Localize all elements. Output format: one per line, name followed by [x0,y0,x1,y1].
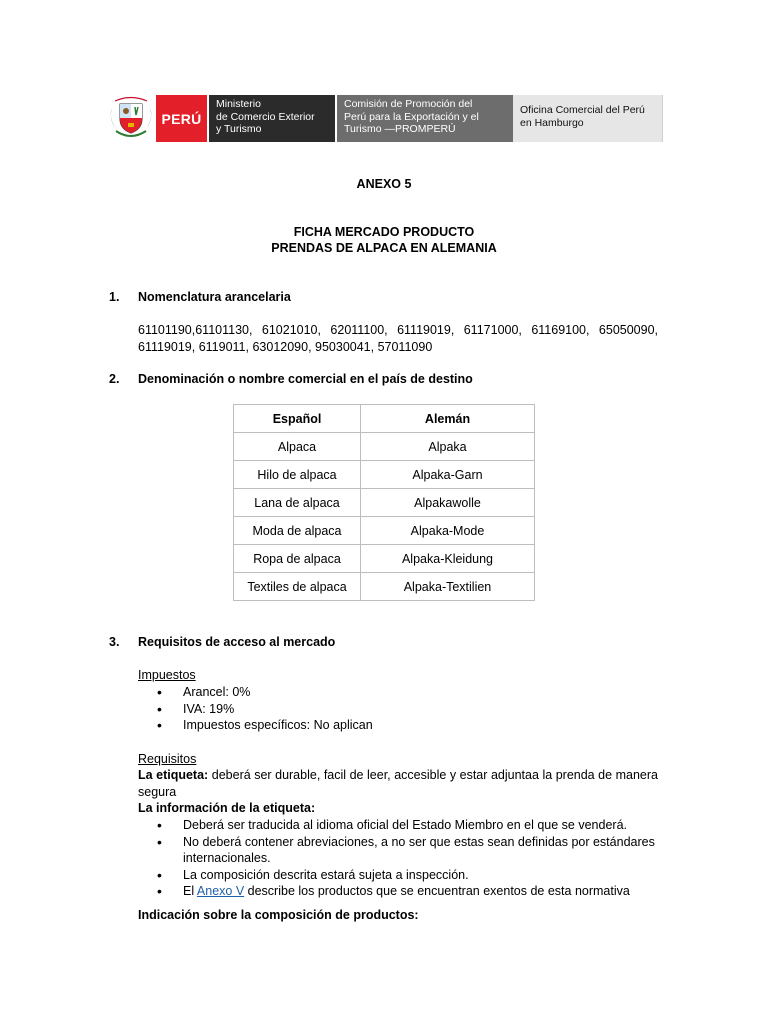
ministerio-line-2: de Comercio Exterior [216,110,315,123]
promperu-line-2: Perú para la Exportación y el [344,110,479,123]
document-title-line-1: FICHA MERCADO PRODUCTO [293,225,475,239]
table-cell: Textiles de alpaca [234,573,361,601]
table-cell: Lana de alpaca [234,489,361,517]
oficina-line-1: Oficina Comercial del Perú [520,104,645,116]
list-item: • IVA: 19% [138,701,668,718]
annex-item-post: describe los productos que se encuentran exentos de esta normativa [244,884,630,898]
table-row [234,461,535,489]
peru-label: PERÚ [161,110,202,127]
table-header-cell: Alemán [361,405,535,433]
table-header-cell: Español [234,405,361,433]
coat-of-arms-icon [106,95,156,142]
list-item [138,883,668,900]
table-cell: Alpakawolle [361,489,535,517]
document-title-line-2: PRENDAS DE ALPACA EN ALEMANIA [271,241,497,255]
etiqueta-paragraph [138,767,658,800]
list-item: • La composición descrita estará sujeta a inspección. [138,867,668,884]
tariff-codes: 61101190,61101130, 61021010, 62011100, 61119019, 61171000, 61169100, 65050090, 61119019, 6119011, 63012090, 95030041, 57011090 [138,323,658,354]
table-cell: Alpaka-Mode [361,517,535,545]
table-row [234,517,535,545]
names-table [233,404,535,601]
section-2-heading [109,372,473,386]
list-item: • Deberá ser traducida al idioma oficial del Estado Miembro en el que se venderá. [138,817,668,834]
table-row [234,489,535,517]
section-1-heading [109,290,291,304]
section-3-heading [109,635,335,649]
ministerio-line-1: Ministerio [216,98,261,110]
composicion-heading: Indicación sobre la composición de productos: [138,908,419,922]
oficina-box [513,95,663,142]
table-cell: Alpaka [361,433,535,461]
anexo-v-link[interactable]: Anexo V [196,884,245,898]
peru-logo [156,95,207,142]
table-row [234,545,535,573]
section-2-title: Denominación o nombre comercial en el país de destino [138,372,473,386]
list-item: • No deberá contener abreviaciones, a no ser que estas sean definidas por estándares internacionales. [138,834,668,867]
promperu-box [337,95,513,142]
section-2-number: 2. [109,372,120,386]
ministerio-box [209,95,335,142]
info-heading: La información de la etiqueta: [138,801,316,815]
header-banner [106,95,663,142]
info-list [138,817,668,900]
oficina-line-2: en Hamburgo [520,116,584,129]
ministerio-line-3: y Turismo [216,123,262,135]
impuestos-heading: Impuestos [138,668,196,682]
table-header-row [234,405,535,433]
section-1-number: 1. [109,290,120,304]
list-item: • Arancel: 0% [138,684,668,701]
table-row [234,433,535,461]
annex-item-pre: El [183,884,197,898]
table-row [234,573,535,601]
list-item: • Impuestos específicos: No aplican [138,717,668,734]
table-cell: Alpaka-Textilien [361,573,535,601]
requisitos-heading: Requisitos [138,752,197,766]
etiqueta-text: deberá ser durable, facil de leer, accesible y estar adjuntaa la prenda de manera segura [138,768,658,799]
annex-title: ANEXO 5 [356,177,412,191]
section-3-number: 3. [109,635,120,649]
table-cell: Ropa de alpaca [234,545,361,573]
promperu-line-3: Turismo —PROMPERÚ [344,123,456,135]
impuestos-list [138,684,668,734]
table-cell: Hilo de alpaca [234,461,361,489]
table-cell: Alpaka-Garn [361,461,535,489]
promperu-line-1: Comisión de Promoción del [344,98,473,110]
table-cell: Alpaca [234,433,361,461]
etiqueta-label: La etiqueta: [138,768,209,782]
table-cell: Alpaka-Kleidung [361,545,535,573]
table-cell: Moda de alpaca [234,517,361,545]
section-1-title: Nomenclatura arancelaria [138,290,291,304]
section-3-title: Requisitos de acceso al mercado [138,635,336,649]
